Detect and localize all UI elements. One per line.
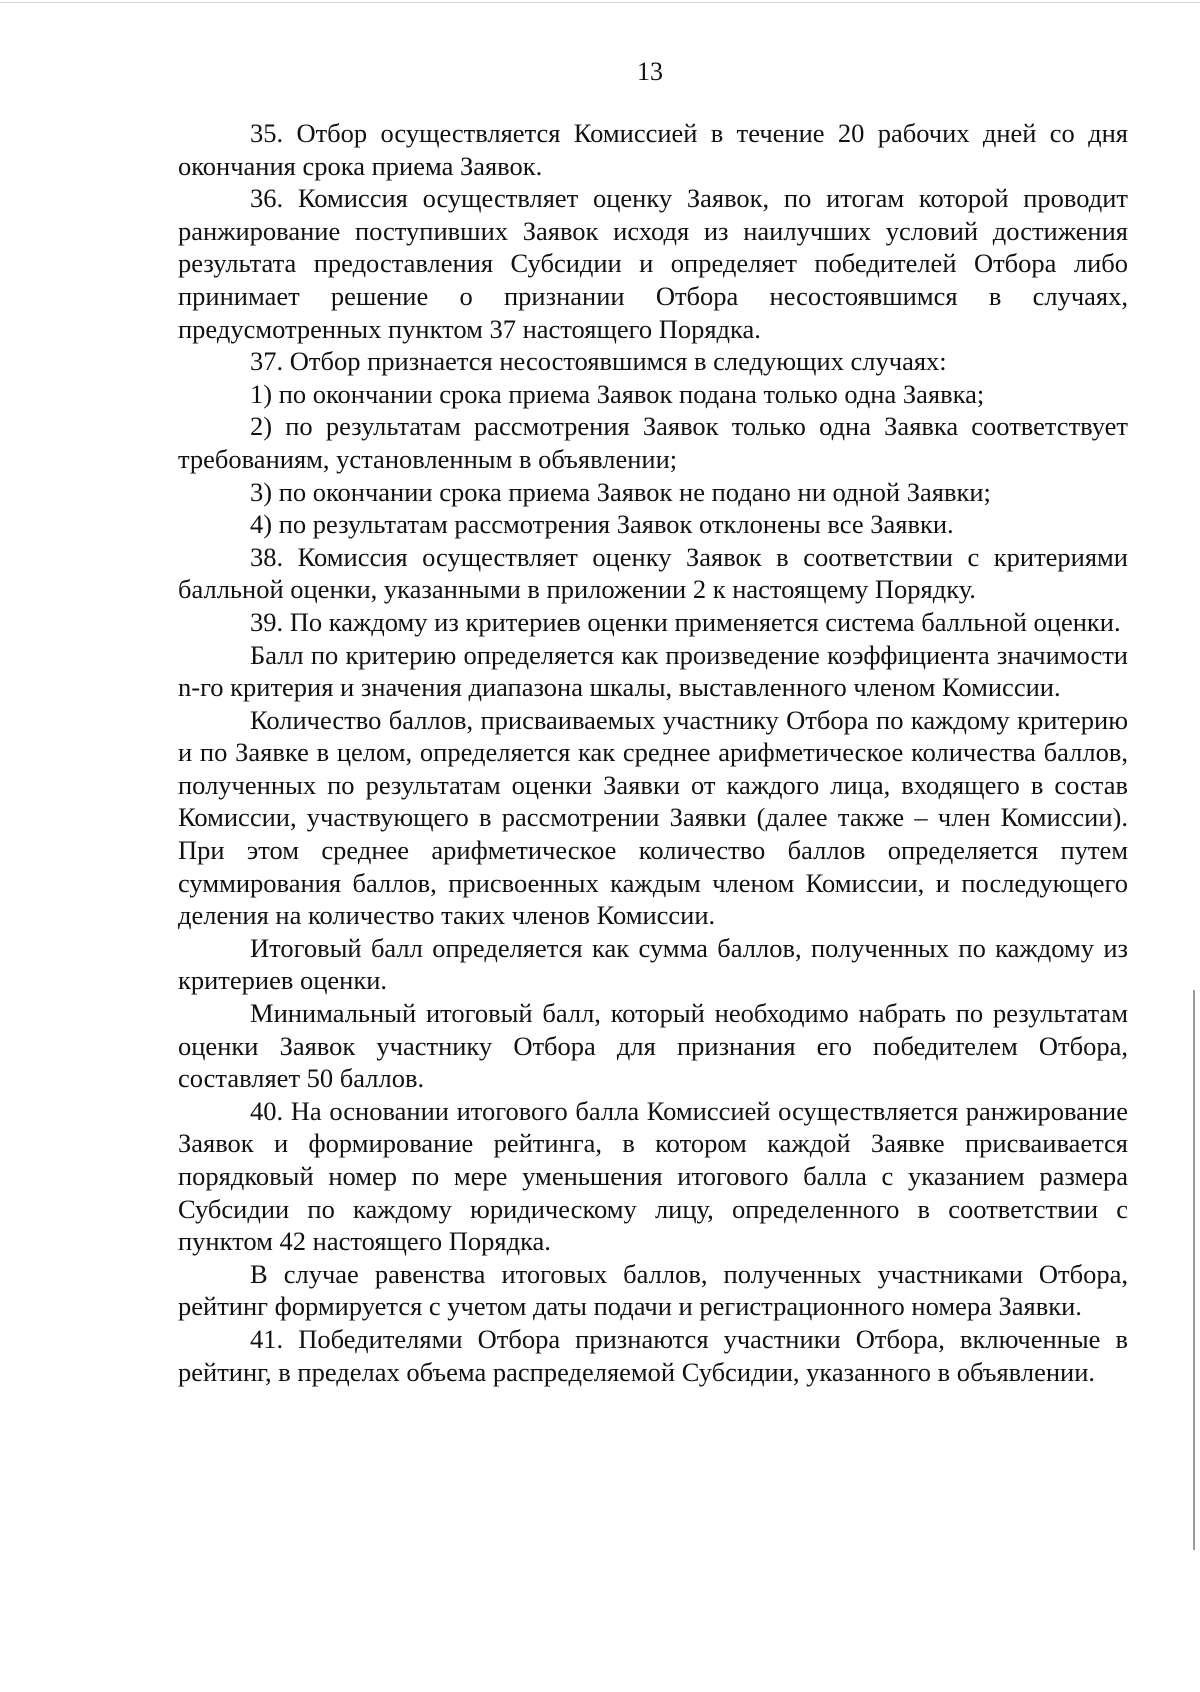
list-item-3: 3) по окончании срока приема Заявок не подано ни одной Заявки; xyxy=(250,476,991,507)
paragraph-40: 40. На основании итогового балла Комиссией осуществляется ранжирование Заявок и формирование рейтинга, в котором каждой Заявке присваивается порядковый номер по мере уменьшения итогового балла с указанием размера Субсидии по каждому юридическому лицу, определенного в соответствии с пунктом 42 настоящего Порядка. xyxy=(178,1095,1128,1257)
list-item-1: 1) по окончании срока приема Заявок подана только одна Заявка; xyxy=(250,378,985,409)
scan-border-right xyxy=(1193,990,1195,1550)
document-body xyxy=(178,117,1128,1388)
paragraph-minimum-score: Минимальный итоговый балл, который необходимо набрать по результатам оценки Заявок участнику Отбора для признания его победителем Отбора, составляет 50 баллов. xyxy=(178,998,1128,1094)
paragraph-35: 35. Отбор осуществляется Комиссией в течение 20 рабочих дней со дня окончания срока приема Заявок. xyxy=(178,118,1128,181)
page-number: 13 xyxy=(637,57,663,86)
paragraph-score-count: Количество баллов, присваиваемых участнику Отбора по каждому критерию и по Заявке в целом, определяется как среднее арифметическое количества баллов, полученных по результатам оценки Заявки от каждого лица, входящего в состав Комиссии, участвующего в рассмотрении Заявки (далее также – член Комиссии). При этом среднее арифметическое количество баллов определяется путем суммирования баллов, присвоенных каждым членом Комиссии, и последующего деления на количество таких членов Комиссии. xyxy=(178,704,1128,931)
paragraph-38: 38. Комиссия осуществляет оценку Заявок в соответствии с критериями балльной оценки, указанными в приложении 2 к настоящему Порядку. xyxy=(178,541,1128,605)
scan-border-top xyxy=(0,2,1200,3)
paragraph-score-definition: Балл по критерию определяется как произведение коэффициента значимости n-го критерия и значения диапазона шкалы, выставленного членом Комиссии. xyxy=(178,639,1128,703)
paragraph-39: 39. По каждому из критериев оценки применяется система балльной оценки. xyxy=(250,606,1121,637)
paragraph-36: 36. Комиссия осуществляет оценку Заявок, по итогам которой проводит ранжирование поступивших Заявок исходя из наилучших условий достижения результата предоставления Субсидии и определяет победителей Отбора либо принимает решение о признании Отбора несостоявшимся в случаях, предусмотренных пунктом 37 настоящего Порядка. xyxy=(178,183,1128,344)
list-item-2: 2) по результатам рассмотрения Заявок только одна Заявка соответствует требованиям, установленным в объявлении; xyxy=(178,411,1128,474)
list-item-4: 4) по результатам рассмотрения Заявок отклонены все Заявки. xyxy=(250,509,954,540)
paragraph-total-score: Итоговый балл определяется как сумма баллов, полученных по каждому из критериев оценки. xyxy=(178,932,1128,996)
paragraph-41: 41. Победителями Отбора признаются участники Отбора, включенные в рейтинг, в пределах объема распределяемой Субсидии, указанного в объявлении. xyxy=(178,1323,1128,1387)
paragraph-equal-scores: В случае равенства итоговых баллов, полученных участниками Отбора, рейтинг формируется с учетом даты подачи и регистрационного номера Заявки. xyxy=(178,1258,1128,1322)
paragraph-37: 37. Отбор признается несостоявшимся в следующих случаях: xyxy=(250,346,947,377)
